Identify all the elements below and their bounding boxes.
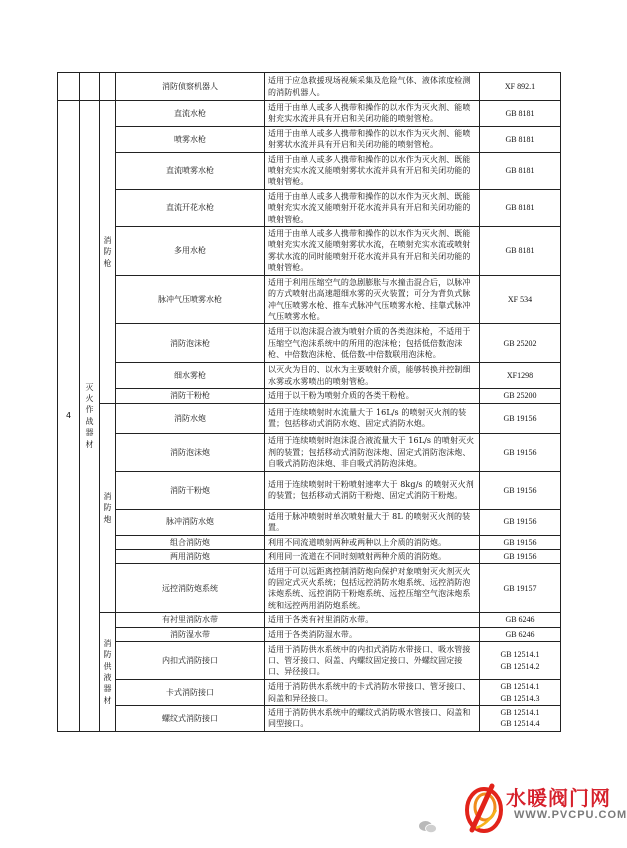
standard-code xyxy=(480,363,561,389)
product-description: 适用于以泡沫混合液为喷射介质的各类泡沫枪，不适用于压缩空气泡沫系统中的所用的泡沫枪；包括低倍数泡沫枪、中倍数泡沫枪、低倍数-中倍数联用泡沫枪。 xyxy=(265,324,480,363)
subcategory-label xyxy=(100,613,116,731)
table-row xyxy=(58,509,561,535)
table-row xyxy=(58,433,561,471)
standard-code xyxy=(480,433,561,471)
subcategory-char: 消 xyxy=(103,638,112,648)
product-name: 消防干粉枪 xyxy=(116,389,265,403)
product-description: 适用于以干粉为喷射介质的各类干粉枪。 xyxy=(265,389,480,403)
standard-code xyxy=(480,564,561,613)
product-description: 适用于各类有衬里消防水带。 xyxy=(265,613,480,627)
category-text xyxy=(83,382,96,450)
subcategory-char: 消 xyxy=(103,235,112,245)
watermark-logo-icon xyxy=(462,780,508,838)
table-row xyxy=(58,680,561,706)
standard-code xyxy=(480,705,561,731)
subcategory-text xyxy=(104,491,112,525)
table-row xyxy=(58,549,561,563)
product-description: 利用同一流道在不同时刻喷射两种介质的消防炮。 xyxy=(265,549,480,563)
product-description: 适用于消防供水系统中的内扣式消防水带接口、吸水管接口、管牙接口、闷盖、内螺纹固定接口、外螺纹固定接口、异径接口。 xyxy=(265,642,480,680)
standard-code-line: GB 8181 xyxy=(505,108,535,118)
product-name: 消防泡沫枪 xyxy=(116,324,265,363)
standard-code-line: GB 8181 xyxy=(505,166,535,176)
standard-code-line: GB 19156 xyxy=(503,517,537,527)
table-row xyxy=(58,627,561,641)
cell-blank xyxy=(80,73,100,101)
subcategory-text xyxy=(104,235,112,269)
subcategory-label xyxy=(100,403,116,613)
standard-code-line: GB 12514.4 xyxy=(500,719,540,729)
standard-code-line: GB 12514.2 xyxy=(500,661,540,671)
product-description: 适用于由单人或多人携带和操作的以水作为灭火剂、能喷射充实水流并具有开启和关闭功能的喷射管枪。 xyxy=(265,101,480,127)
product-name: 直流开花水枪 xyxy=(116,189,265,226)
standard-code-line: GB 12514.3 xyxy=(500,693,540,703)
cell-blank xyxy=(58,73,80,101)
standard-code xyxy=(480,126,561,152)
product-name: 内扣式消防接口 xyxy=(116,642,265,680)
product-name: 消防湿水带 xyxy=(116,627,265,641)
subcategory-text xyxy=(104,638,112,706)
standard-code xyxy=(480,152,561,189)
category-char: 作战 xyxy=(85,405,94,426)
table-row xyxy=(58,642,561,680)
product-description: 利用不同流道喷射两种或两种以上介质的消防炮。 xyxy=(265,535,480,549)
product-name: 脉冲消防水炮 xyxy=(116,509,265,535)
standard-code xyxy=(480,101,561,127)
subcategory-char: 防 xyxy=(103,650,112,660)
product-name: 远控消防炮系统 xyxy=(116,564,265,613)
standard-code-line: GB 8181 xyxy=(505,134,535,144)
standard-code-line: GB 12514.1 xyxy=(500,682,540,692)
standard-code xyxy=(480,642,561,680)
product-description: 适用于连续喷射时泡沫混合液流量大于 16L/s 的喷射灭火剂的装置；包括移动式消防泡沫炮、固定式消防泡沫炮、自吸式消防泡沫炮、非自吸式消防泡沫炮。 xyxy=(265,433,480,471)
standard-code xyxy=(480,549,561,563)
standard-code xyxy=(480,227,561,276)
standard-code-line: GB 25200 xyxy=(503,391,537,401)
standard-code-line: GB 8181 xyxy=(505,246,535,256)
product-name: 有衬里消防水带 xyxy=(116,613,265,627)
product-name: 脉冲气压喷雾水枪 xyxy=(116,275,265,324)
table-row xyxy=(58,471,561,509)
subcategory-char: 供 xyxy=(103,661,112,671)
standard-code-line: GB 19157 xyxy=(503,583,537,593)
category-char: 器材 xyxy=(85,428,94,449)
product-name: 组合消防炮 xyxy=(116,535,265,549)
product-name: 消防水炮 xyxy=(116,403,265,433)
standard-code xyxy=(480,389,561,403)
watermark-site-url: WWW.PVCPU.COM xyxy=(514,809,627,821)
standard-code-line: GB 19156 xyxy=(503,537,537,547)
standard-code-line: GB 12514.1 xyxy=(500,707,540,717)
product-name: 直流喷雾水枪 xyxy=(116,152,265,189)
table-row xyxy=(58,403,561,433)
cell-blank xyxy=(100,73,116,101)
table-row xyxy=(58,73,561,101)
standard-code-line: XF 534 xyxy=(507,294,533,304)
product-description: 适用于各类消防湿水带。 xyxy=(265,627,480,641)
table-row xyxy=(58,275,561,324)
product-description: 适用于脉冲喷射时单次喷射量大于 8L 的喷射灭火剂的装置。 xyxy=(265,509,480,535)
subcategory-char: 枪 xyxy=(103,258,112,268)
standard-code-line: GB 25202 xyxy=(503,338,537,348)
table-row xyxy=(58,389,561,403)
standard-code-line: GB 8181 xyxy=(505,203,535,213)
standard-code: XF 892.1 xyxy=(480,73,561,101)
subcategory-label xyxy=(100,101,116,404)
subcategory-char: 防 xyxy=(103,247,112,257)
product-name: 卡式消防接口 xyxy=(116,680,265,706)
product-name: 消防泡沫炮 xyxy=(116,433,265,471)
product-name: 消防干粉炮 xyxy=(116,471,265,509)
standard-code xyxy=(480,275,561,324)
watermark-site-name: 水暖阀门网 xyxy=(506,786,611,810)
product-description: 适用于由单人或多人携带和操作的以水作为灭火剂、既能喷射充实水流又能喷射开花水流并具有开启和关闭功能的喷射管枪。 xyxy=(265,189,480,226)
product-name: 螺纹式消防接口 xyxy=(116,705,265,731)
subcategory-char: 液 xyxy=(103,673,112,683)
table-row xyxy=(58,705,561,731)
standard-code-line: XF1298 xyxy=(506,371,534,381)
product-name: 多用水枪 xyxy=(116,227,265,276)
table-row xyxy=(58,363,561,389)
standard-code xyxy=(480,680,561,706)
standard-code-line: GB 19156 xyxy=(503,413,537,423)
standard-code-line: GB 19156 xyxy=(503,485,537,495)
product-description: 适用于利用压缩空气的急剧膨胀与水撞击混合后，以脉冲的方式喷射出高速超细水雾的灭火装置；可分为背负式脉冲气压喷雾水枪、推车式脉冲气压喷雾水枪、挂靠式脉冲气压喷雾水枪。 xyxy=(265,275,480,324)
standard-code xyxy=(480,509,561,535)
section-number: 4 xyxy=(58,101,80,732)
product-name: 消防侦察机器人 xyxy=(116,73,265,101)
product-description: 适用于连续喷射时水流量大于 16L/s 的喷射灭火剂的装置；包括移动式消防水炮、固定式消防水炮。 xyxy=(265,403,480,433)
standard-code xyxy=(480,613,561,627)
product-description: 适用于由单人或多人携带和操作的以水作为灭火剂、既能喷射充实水流又能喷射雾状水流，在喷射充实水流或喷射雾状水流的同时能喷射开花水流并具有开启和关闭功能的喷射管枪。 xyxy=(265,227,480,276)
table-row xyxy=(58,152,561,189)
product-name: 直流水枪 xyxy=(116,101,265,127)
standard-code-line: GB 6246 xyxy=(505,615,535,625)
table-row xyxy=(58,324,561,363)
category-label xyxy=(80,101,100,732)
subcategory-char: 防 xyxy=(103,503,112,513)
spec-table-container xyxy=(57,72,560,732)
standard-code-line: GB 19156 xyxy=(503,551,537,561)
standard-code xyxy=(480,403,561,433)
wechat-icon xyxy=(418,820,438,834)
product-description: 适用于可以远距离控制消防炮向保护对象喷射灭火剂灭火的固定式灭火系统；包括远控消防水炮系统、远控消防泡沫炮系统、远控消防干粉炮系统、远控压缩空气泡沫炮系统和远控两用消防炮系统。 xyxy=(265,564,480,613)
subcategory-char: 材 xyxy=(103,695,112,705)
product-description: 适用于消防供水系统中的卡式消防水带接口、管牙接口、闷盖和异径接口。 xyxy=(265,680,480,706)
product-name: 喷雾水枪 xyxy=(116,126,265,152)
table-row xyxy=(58,189,561,226)
product-description: 适用于连续喷射时干粉喷射速率大于 8kg/s 的喷射灭火剂的装置；包括移动式消防干粉炮、固定式消防干粉炮。 xyxy=(265,471,480,509)
category-char: 灭火 xyxy=(85,382,94,404)
table-row xyxy=(58,126,561,152)
table-row xyxy=(58,535,561,549)
subcategory-char: 器 xyxy=(103,684,112,694)
subcategory-char: 炮 xyxy=(103,514,112,524)
product-description: 适用于由单人或多人携带和操作的以水作为灭火剂、既能喷射充实水流又能喷射雾状水流并具有开启和关闭功能的喷射管枪。 xyxy=(265,152,480,189)
product-name: 两用消防炮 xyxy=(116,549,265,563)
standard-code xyxy=(480,627,561,641)
watermark xyxy=(462,778,627,842)
standard-code xyxy=(480,189,561,226)
table-row xyxy=(58,101,561,127)
standard-code xyxy=(480,471,561,509)
standard-code-line: GB 6246 xyxy=(505,629,535,639)
product-description: 适用于由单人或多人携带和操作的以水作为灭火剂、能喷射雾状水流并具有开启和关闭功能的喷射管枪。 xyxy=(265,126,480,152)
table-row xyxy=(58,613,561,627)
product-description: 适用于消防供水系统中的螺纹式消防吸水管接口、闷盖和同型接口。 xyxy=(265,705,480,731)
standard-code-line: GB 12514.1 xyxy=(500,650,540,660)
standard-code xyxy=(480,324,561,363)
product-name: 细水雾枪 xyxy=(116,363,265,389)
table-row xyxy=(58,564,561,613)
table-row xyxy=(58,227,561,276)
spec-table xyxy=(57,72,561,732)
standard-code xyxy=(480,535,561,549)
product-description: 适用于应急救援现场视频采集及危险气体、液体浓度检测的消防机器人。 xyxy=(265,73,480,101)
standard-code-line: GB 19156 xyxy=(503,447,537,457)
product-description: 以灭火为目的、以水为主要喷射介质，能够转换并控制细水雾或水雾喷出的喷射管枪。 xyxy=(265,363,480,389)
subcategory-char: 消 xyxy=(103,491,112,501)
